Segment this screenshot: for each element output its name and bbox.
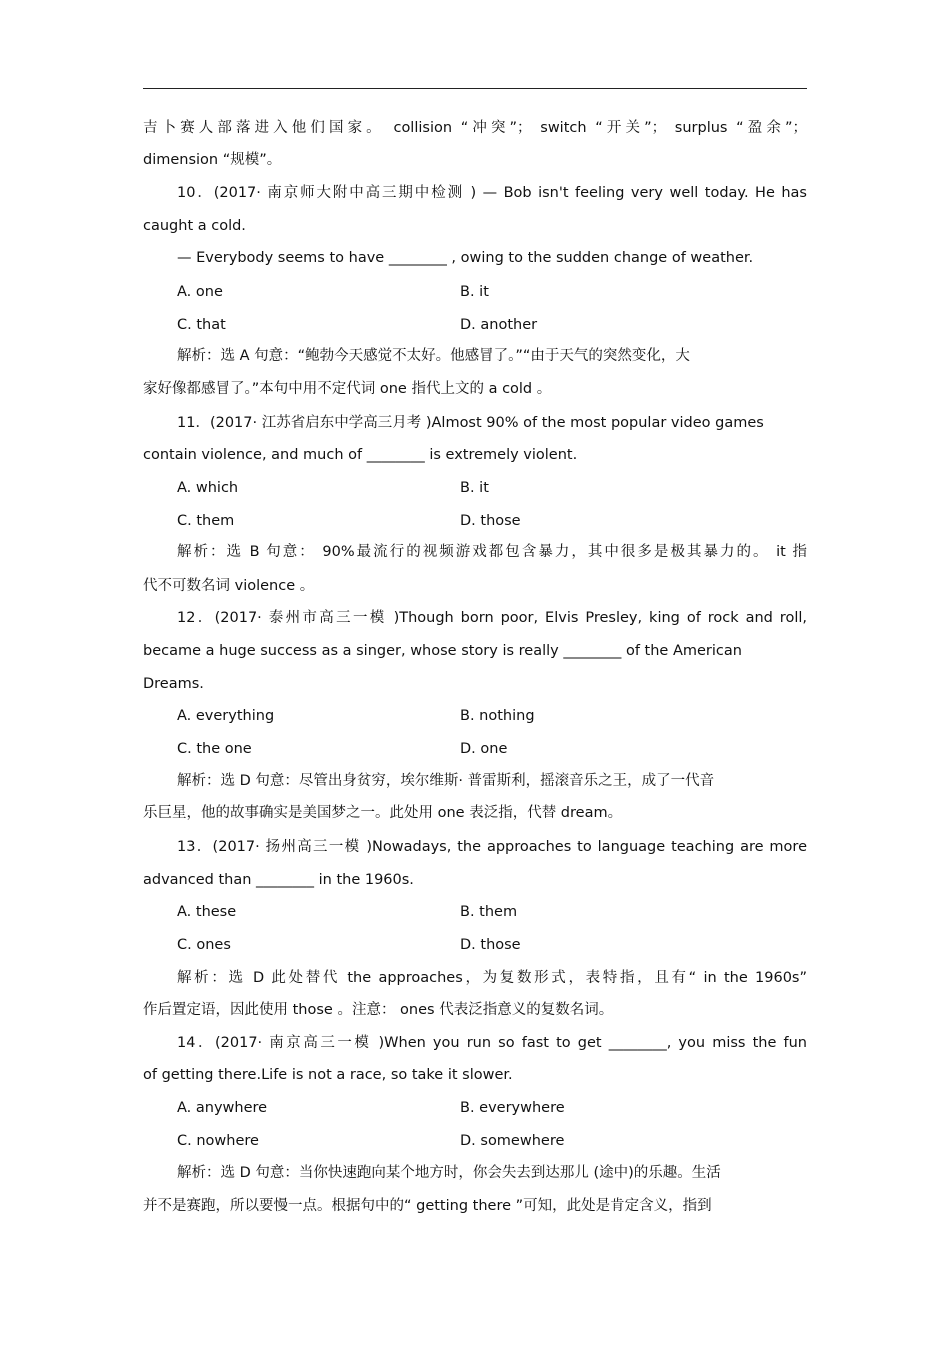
question-11-explanation: 代不可数名词 violence 。 bbox=[143, 578, 315, 594]
question-13-explanation: 作后置定语，因此使用 those 。注意： ones 代表泛指意义的复数名词。 bbox=[143, 1002, 614, 1018]
question-10-stem: 10．(2017· 南京师大附中高三期中检测 ) — Bob isn't feeling very well today. He has bbox=[177, 185, 807, 201]
question-12-explanation: 乐巨星，他的故事确实是美国梦之一。此处用 one 表泛指，代替 dream。 bbox=[143, 805, 623, 821]
question-11-stem: 11．(2017· 江苏省启东中学高三月考 )Almost 90% of the most popular video games bbox=[177, 415, 764, 431]
explanation-line: dimension “规模”。 bbox=[143, 152, 282, 168]
question-11-stem: contain violence, and much of ________ is extremely violent. bbox=[143, 447, 578, 463]
question-14-explanation: 并不是赛跑，所以要慢一点。根据句中的“ getting there ”可知，此处是肯定含义，指到 bbox=[143, 1198, 712, 1214]
option-c: C. the one bbox=[177, 741, 252, 757]
question-12-stem: became a huge success as a singer, whose story is really ________ of the American bbox=[143, 643, 742, 659]
question-14-stem: of getting there.Life is not a race, so take it slower. bbox=[143, 1067, 513, 1083]
option-d: D. those bbox=[460, 937, 521, 953]
option-a: A. anywhere bbox=[177, 1100, 268, 1116]
question-12-stem: 12．(2017· 泰州市高三一模 )Though born poor, Elvis Presley, king of rock and roll, bbox=[177, 610, 807, 626]
option-b: B. everywhere bbox=[460, 1100, 565, 1116]
option-a: A. which bbox=[177, 480, 239, 496]
header-rule bbox=[143, 88, 807, 89]
option-c: C. nowhere bbox=[177, 1133, 259, 1149]
question-14-stem: 14．(2017· 南京高三一模 )When you run so fast to get ________, you miss the fun bbox=[177, 1035, 807, 1051]
question-10-explanation: 家好像都感冒了。”本句中用不定代词 one 指代上文的 a cold 。 bbox=[143, 381, 552, 397]
option-b: B. them bbox=[460, 904, 518, 920]
option-d: D. somewhere bbox=[460, 1133, 565, 1149]
option-a: A. one bbox=[177, 284, 223, 300]
question-13-explanation: 解析：选 D 此处替代 the approaches，为复数形式，表特指，且有“ in the 1960s” bbox=[177, 970, 807, 986]
question-14-explanation: 解析：选 D 句意：当你快速跑向某个地方时，你会失去到达那儿 (途中)的乐趣。生活 bbox=[177, 1165, 721, 1181]
option-d: D. those bbox=[460, 513, 521, 529]
option-b: B. nothing bbox=[460, 708, 535, 724]
option-d: D. one bbox=[460, 741, 508, 757]
option-d: D. another bbox=[460, 317, 538, 333]
option-a: A. everything bbox=[177, 708, 275, 724]
question-12-stem: Dreams. bbox=[143, 676, 204, 692]
option-c: C. them bbox=[177, 513, 235, 529]
question-12-explanation: 解析：选 D 句意：尽管出身贫穷，埃尔维斯· 普雷斯利，摇滚音乐之王，成了一代音 bbox=[177, 773, 715, 789]
question-10-explanation: 解析：选 A 句意：“鲍勃今天感觉不太好。他感冒了。”“由于天气的突然变化，大 bbox=[177, 348, 690, 364]
option-c: C. that bbox=[177, 317, 226, 333]
question-10-stem: caught a cold. bbox=[143, 218, 246, 234]
question-13-stem: advanced than ________ in the 1960s. bbox=[143, 872, 414, 888]
option-a: A. these bbox=[177, 904, 237, 920]
option-b: B. it bbox=[460, 284, 489, 300]
option-c: C. ones bbox=[177, 937, 231, 953]
question-11-explanation: 解析：选 B 句意： 90%最流行的视频游戏都包含暴力，其中很多是极其暴力的。 it 指 bbox=[177, 544, 807, 560]
question-10-stem: — Everybody seems to have ________ , owing to the sudden change of weather. bbox=[177, 250, 754, 266]
option-b: B. it bbox=[460, 480, 489, 496]
question-13-stem: 13．(2017· 扬州高三一模 )Nowadays, the approaches to language teaching are more bbox=[177, 839, 807, 855]
explanation-line: 吉卜赛人部落进入他们国家。 collision “冲突”； switch “开关”； surplus “盈余”； bbox=[143, 120, 807, 136]
